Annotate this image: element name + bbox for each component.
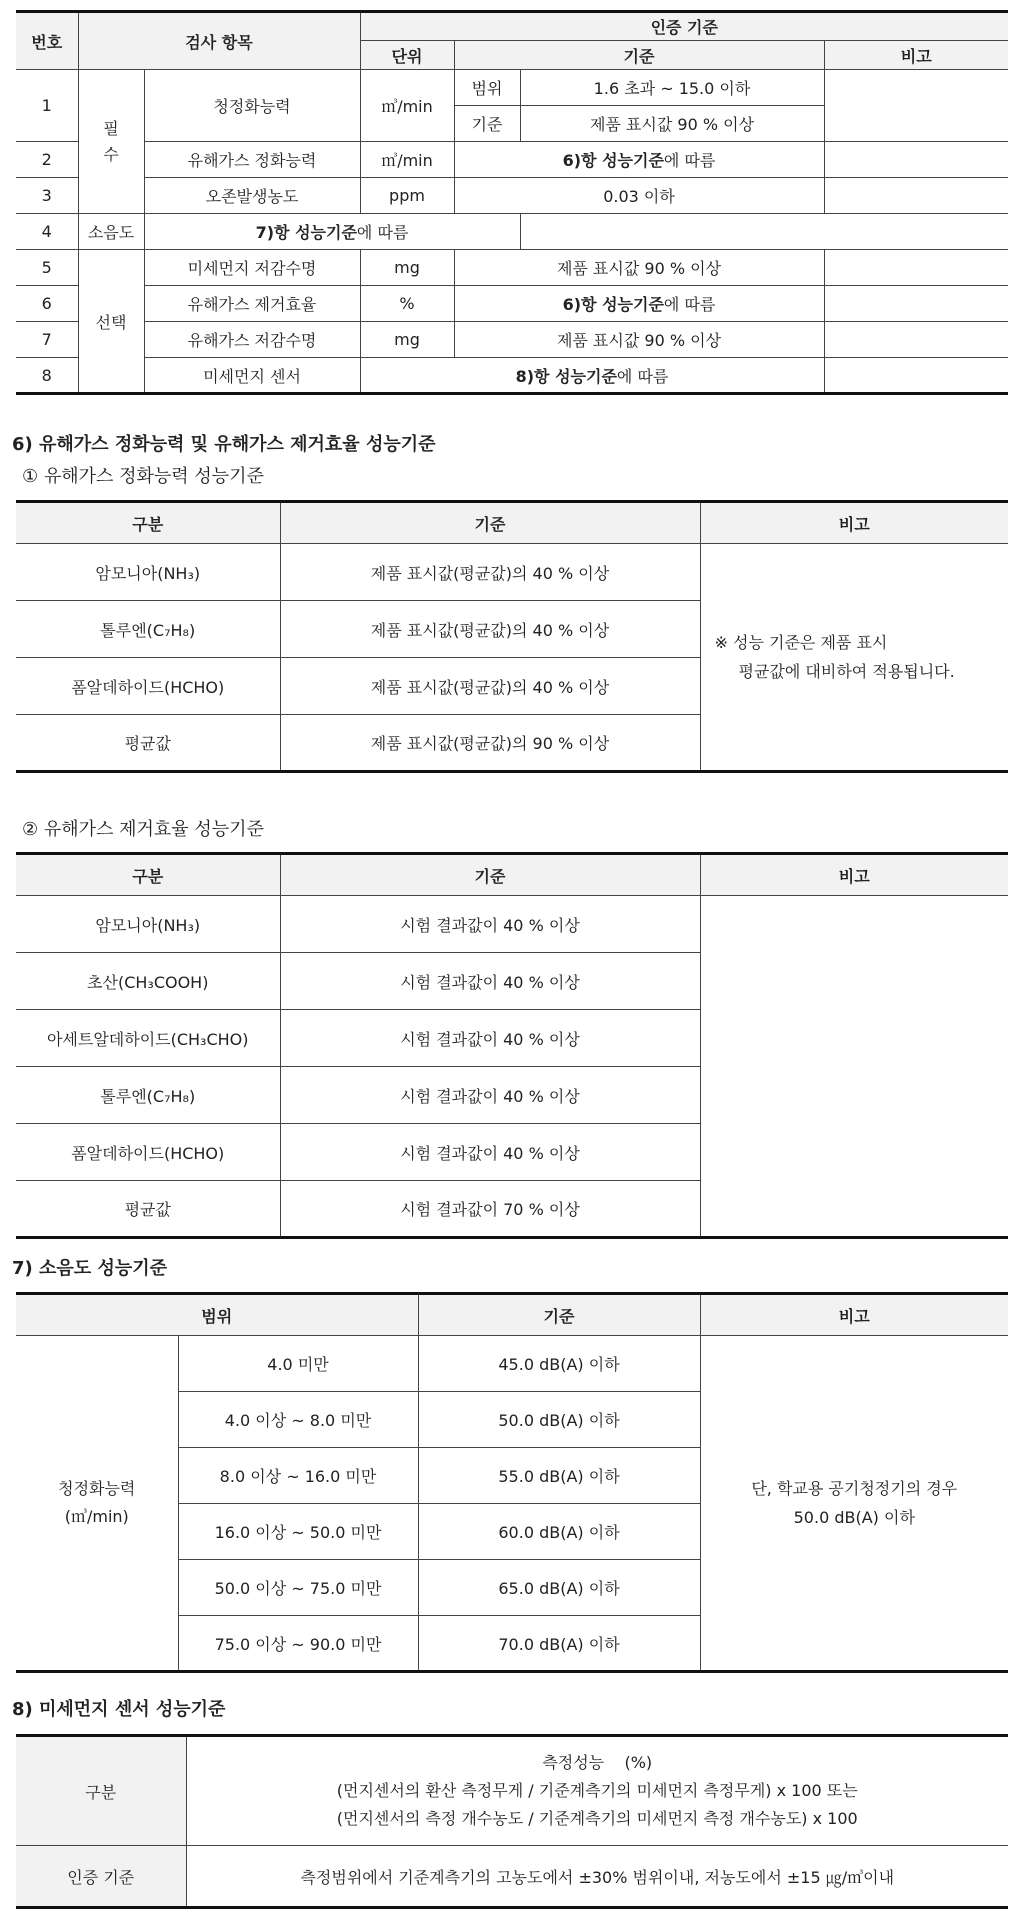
header-cert: 인증 기준 [360, 12, 1008, 41]
gas-criteria: 시험 결과값이 40 % 이상 [280, 1124, 700, 1181]
noise-range: 75.0 이상 ~ 90.0 미만 [178, 1616, 418, 1672]
item-unit: ppm [360, 178, 454, 214]
item-name: 미세먼지 저감수명 [144, 250, 360, 286]
noise-range: 4.0 미만 [178, 1336, 418, 1392]
noise-criteria: 60.0 dB(A) 이하 [418, 1504, 700, 1560]
remark-cell [824, 142, 1008, 178]
remark-cell [824, 286, 1008, 322]
header-remark: 비고 [700, 1294, 1008, 1336]
gas-criteria: 제품 표시값(평균값)의 40 % 이상 [280, 601, 700, 658]
noise-criteria: 55.0 dB(A) 이하 [418, 1448, 700, 1504]
item-name: 미세먼지 센서 [144, 358, 360, 394]
gas-name: 암모니아(NH₃) [16, 896, 280, 953]
section8-title: 8) 미세먼지 센서 성능기준 [12, 1699, 226, 1720]
header-criteria: 기준 [418, 1294, 700, 1336]
row-no: 3 [16, 178, 78, 214]
section6-sub2-title: ② 유해가스 제거효율 성능기준 [22, 819, 264, 840]
section6-sub1-title: ① 유해가스 정화능력 성능기준 [22, 466, 264, 487]
item-unit: mg [360, 322, 454, 358]
gas-name: 초산(CH₃COOH) [16, 953, 280, 1010]
row-no: 1 [16, 70, 78, 142]
sub-label: 범위 [454, 70, 520, 106]
gas-removal-table [16, 852, 1008, 1239]
row-no: 2 [16, 142, 78, 178]
sub-value: 제품 표시값 90 % 이상 [520, 106, 824, 142]
item-name: 소음도 [78, 214, 144, 250]
row-no: 7 [16, 322, 78, 358]
remark-cell [824, 322, 1008, 358]
certification-table [16, 10, 1008, 395]
sensor-label: 구분 [16, 1736, 186, 1846]
gas-criteria: 시험 결과값이 40 % 이상 [280, 896, 700, 953]
item-criteria: 7)항 성능기준에 따름 [144, 214, 520, 250]
group-required: 필 수 [78, 70, 144, 214]
item-unit: ㎥/min [360, 70, 454, 142]
remark-cell [520, 214, 824, 250]
item-name: 유해가스 저감수명 [144, 322, 360, 358]
header-range: 범위 [16, 1294, 418, 1336]
gas-criteria: 시험 결과값이 70 % 이상 [280, 1181, 700, 1238]
gas-name: 폼알데하이드(HCHO) [16, 1124, 280, 1181]
item-criteria: 6)항 성능기준에 따름 [454, 142, 824, 178]
header-item: 검사 항목 [78, 12, 360, 70]
item-name: 청정화능력 [144, 70, 360, 142]
row-no: 5 [16, 250, 78, 286]
item-criteria: 8)항 성능기준에 따름 [360, 358, 824, 394]
gas-name: 평균값 [16, 1181, 280, 1238]
noise-range: 8.0 이상 ~ 16.0 미만 [178, 1448, 418, 1504]
remark-cell [824, 178, 1008, 214]
remark-cell [824, 70, 1008, 142]
noise-group: 청정화능력 (㎥/min) [16, 1336, 178, 1672]
gas-criteria: 시험 결과값이 40 % 이상 [280, 953, 700, 1010]
gas-name: 아세트알데하이드(CH₃CHO) [16, 1010, 280, 1067]
header-remark: 비고 [824, 41, 1008, 70]
gas-name: 톨루엔(C₇H₈) [16, 1067, 280, 1124]
noise-range: 16.0 이상 ~ 50.0 미만 [178, 1504, 418, 1560]
gas-name: 폼알데하이드(HCHO) [16, 658, 280, 715]
header-remark: 비고 [700, 854, 1008, 896]
gas-name: 암모니아(NH₃) [16, 544, 280, 601]
item-name: 유해가스 제거효율 [144, 286, 360, 322]
item-criteria: 0.03 이하 [454, 178, 824, 214]
item-name: 유해가스 정화능력 [144, 142, 360, 178]
gas-criteria: 제품 표시값(평균값)의 90 % 이상 [280, 715, 700, 772]
noise-remark: 단, 학교용 공기청정기의 경우 50.0 dB(A) 이하 [700, 1336, 1008, 1672]
item-criteria: 제품 표시값 90 % 이상 [454, 322, 824, 358]
item-unit: mg [360, 250, 454, 286]
item-unit: ㎥/min [360, 142, 454, 178]
noise-range: 50.0 이상 ~ 75.0 미만 [178, 1560, 418, 1616]
noise-criteria: 70.0 dB(A) 이하 [418, 1616, 700, 1672]
header-category: 구분 [16, 502, 280, 544]
sensor-table [16, 1734, 1008, 1909]
noise-criteria: 45.0 dB(A) 이하 [418, 1336, 700, 1392]
noise-range: 4.0 이상 ~ 8.0 미만 [178, 1392, 418, 1448]
noise-table [16, 1292, 1008, 1673]
item-criteria: 제품 표시값 90 % 이상 [454, 250, 824, 286]
gas-name: 톨루엔(C₇H₈) [16, 601, 280, 658]
noise-criteria: 50.0 dB(A) 이하 [418, 1392, 700, 1448]
header-unit: 단위 [360, 41, 454, 70]
gas-criteria: 제품 표시값(평균값)의 40 % 이상 [280, 544, 700, 601]
gas-name: 평균값 [16, 715, 280, 772]
remark-cell [824, 250, 1008, 286]
header-criteria: 기준 [280, 854, 700, 896]
section6-title: 6) 유해가스 정화능력 및 유해가스 제거효율 성능기준 [12, 434, 436, 455]
row-no: 8 [16, 358, 78, 394]
item-unit: % [360, 286, 454, 322]
row-no: 4 [16, 214, 78, 250]
sensor-formula: 측정성능 (%) (먼지센서의 환산 측정무게 / 기준계측기의 미세먼지 측정무게) x 100 또는 (먼지센서의 측정 개수농도 / 기준계측기의 미세먼지 측정 개수농도) x 100 [186, 1736, 1008, 1846]
sensor-label: 인증 기준 [16, 1846, 186, 1908]
row-no: 6 [16, 286, 78, 322]
header-category: 구분 [16, 854, 280, 896]
gas-criteria: 시험 결과값이 40 % 이상 [280, 1067, 700, 1124]
section7-title: 7) 소음도 성능기준 [12, 1258, 167, 1279]
sub-label: 기준 [454, 106, 520, 142]
header-remark: 비고 [700, 502, 1008, 544]
gas-criteria: 제품 표시값(평균값)의 40 % 이상 [280, 658, 700, 715]
sensor-criteria: 측정범위에서 기준계측기의 고농도에서 ±30% 범위이내, 저농도에서 ±15 ㎍/㎥이내 [186, 1846, 1008, 1908]
remark-note: ※ 성능 기준은 제품 표시 평균값에 대비하여 적용됩니다. [700, 544, 1008, 772]
group-optional: 선택 [78, 250, 144, 394]
header-criteria: 기준 [280, 502, 700, 544]
gas-purification-table [16, 500, 1008, 773]
remark-cell [700, 896, 1008, 1238]
remark-cell [824, 358, 1008, 394]
item-criteria: 6)항 성능기준에 따름 [454, 286, 824, 322]
header-no: 번호 [16, 12, 78, 70]
header-criteria: 기준 [454, 41, 824, 70]
sub-value: 1.6 초과 ~ 15.0 이하 [520, 70, 824, 106]
gas-criteria: 시험 결과값이 40 % 이상 [280, 1010, 700, 1067]
noise-criteria: 65.0 dB(A) 이하 [418, 1560, 700, 1616]
item-name: 오존발생농도 [144, 178, 360, 214]
